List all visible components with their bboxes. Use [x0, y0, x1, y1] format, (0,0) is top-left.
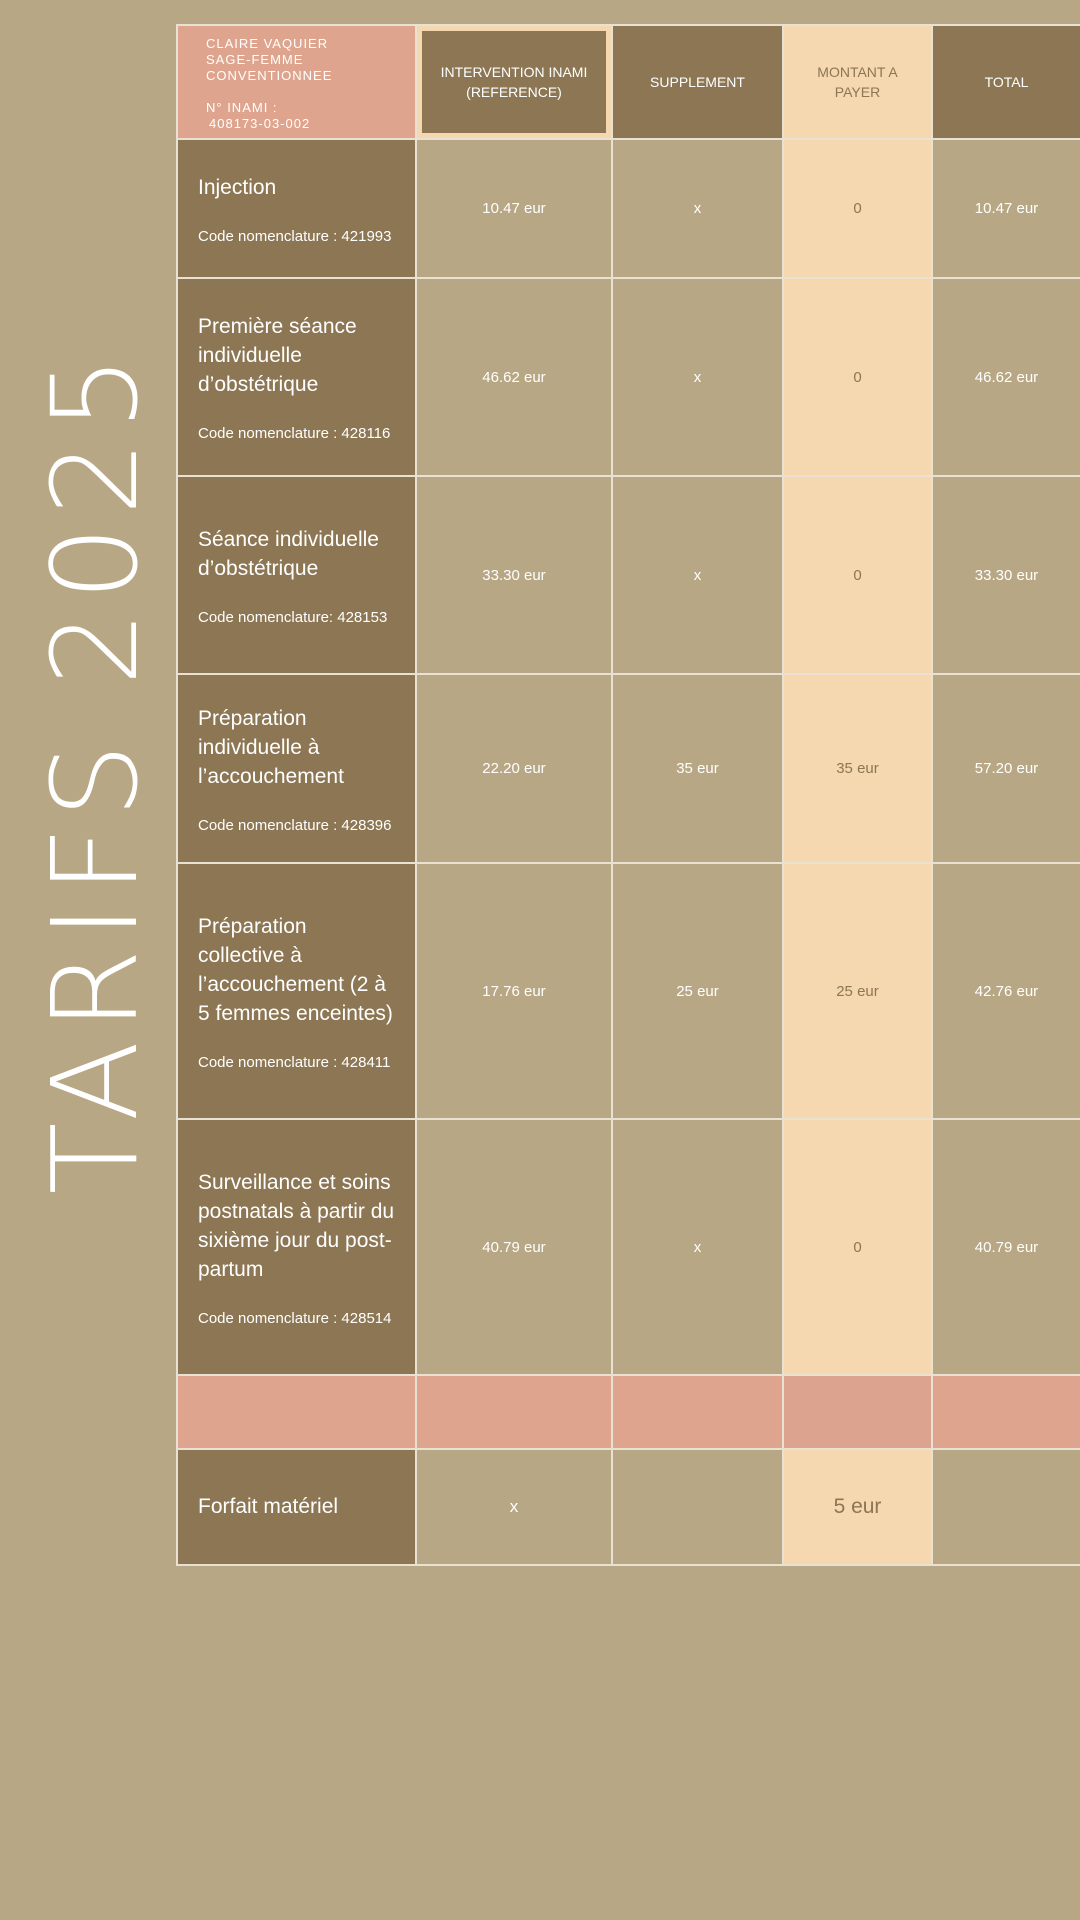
act-cell: [177, 1449, 416, 1565]
provider-role-line1: SAGE-FEMME: [206, 52, 304, 67]
provider-inami-label: N° INAMI :: [206, 100, 278, 115]
separator-cell: [416, 1375, 612, 1449]
act-code: Code nomenclature : 421993: [198, 227, 392, 245]
inami-value: 17.76 eur: [416, 863, 612, 1119]
act-cell: [177, 278, 416, 476]
act-name: Surveillance et soins postnatals à partir du sixième jour du post-partum: [198, 1170, 395, 1281]
to-pay-value: 35 eur: [783, 674, 932, 863]
supplement-value: 25 eur: [612, 863, 783, 1119]
inami-value: 40.79 eur: [416, 1119, 612, 1375]
forfait-inami-value: x: [416, 1449, 612, 1565]
separator-cell: [783, 1375, 932, 1449]
provider-role-line2: CONVENTIONNEE: [206, 68, 333, 83]
forfait-name: Forfait matériel: [198, 1495, 339, 1518]
to-pay-value: 0: [783, 278, 932, 476]
total-value: 33.30 eur: [932, 476, 1080, 674]
act-name: Première séance individuelle d’obstétrique: [198, 315, 357, 396]
act-cell: [177, 476, 416, 674]
act-cell: [177, 674, 416, 863]
total-value: 10.47 eur: [932, 139, 1080, 278]
table-row: [177, 1119, 1080, 1375]
supplement-value: x: [612, 1119, 783, 1375]
separator-row: [177, 1375, 1080, 1449]
separator-cell: [612, 1375, 783, 1449]
header-total: TOTAL: [932, 25, 1080, 139]
tariff-table: [176, 24, 1080, 1566]
to-pay-value: 0: [783, 476, 932, 674]
total-value: 57.20 eur: [932, 674, 1080, 863]
provider-inami-number: 408173-03-002: [209, 116, 311, 131]
forfait-to-pay-value: 5 eur: [783, 1449, 932, 1565]
supplement-value: 35 eur: [612, 674, 783, 863]
page-title: TARIFS 2025: [26, 345, 164, 1195]
total-value: 46.62 eur: [932, 278, 1080, 476]
inami-value: 22.20 eur: [416, 674, 612, 863]
header-to-pay: MONTANT A PAYER: [783, 25, 932, 139]
act-code: Code nomenclature : 428116: [198, 425, 391, 442]
forfait-supplement-value: [612, 1449, 783, 1565]
act-name: Injection: [198, 175, 277, 199]
table-row: [177, 278, 1080, 476]
act-cell: [177, 863, 416, 1119]
total-value: 40.79 eur: [932, 1119, 1080, 1375]
act-code: Code nomenclature : 428514: [198, 1309, 392, 1327]
act-name: Séance individuelle d’obstétrique: [198, 527, 379, 580]
supplement-value: x: [612, 476, 783, 674]
provider-name: CLAIRE VAQUIER: [206, 36, 329, 51]
supplement-value: x: [612, 278, 783, 476]
table-row: [177, 139, 1080, 278]
table-row: [177, 674, 1080, 863]
act-code: Code nomenclature: 428153: [198, 608, 388, 626]
header-inami: INTERVENTION INAMI (REFERENCE): [416, 25, 612, 139]
forfait-total-value: [932, 1449, 1080, 1565]
inami-value: 10.47 eur: [416, 139, 612, 278]
act-cell: [177, 139, 416, 278]
table-header-row: [177, 25, 1080, 139]
forfait-row: [177, 1449, 1080, 1565]
separator-cell: [177, 1375, 416, 1449]
act-cell: [177, 1119, 416, 1375]
provider-info: [177, 25, 416, 139]
act-code: Code nomenclature : 428411: [198, 1053, 391, 1071]
total-value: 42.76 eur: [932, 863, 1080, 1119]
act-name: Préparation individuelle à l’accouchement: [198, 706, 344, 788]
separator-cell: [932, 1375, 1080, 1449]
to-pay-value: 25 eur: [783, 863, 932, 1119]
inami-value: 46.62 eur: [416, 278, 612, 476]
supplement-value: x: [612, 139, 783, 278]
header-supplement: SUPPLEMENT: [612, 25, 783, 139]
to-pay-value: 0: [783, 1119, 932, 1375]
act-code: Code nomenclature : 428396: [198, 816, 392, 834]
inami-value: 33.30 eur: [416, 476, 612, 674]
to-pay-value: 0: [783, 139, 932, 278]
table-row: [177, 863, 1080, 1119]
act-name: Préparation collective à l’accouchement (2 à 5 femmes enceintes): [198, 914, 393, 1025]
table-row: [177, 476, 1080, 674]
